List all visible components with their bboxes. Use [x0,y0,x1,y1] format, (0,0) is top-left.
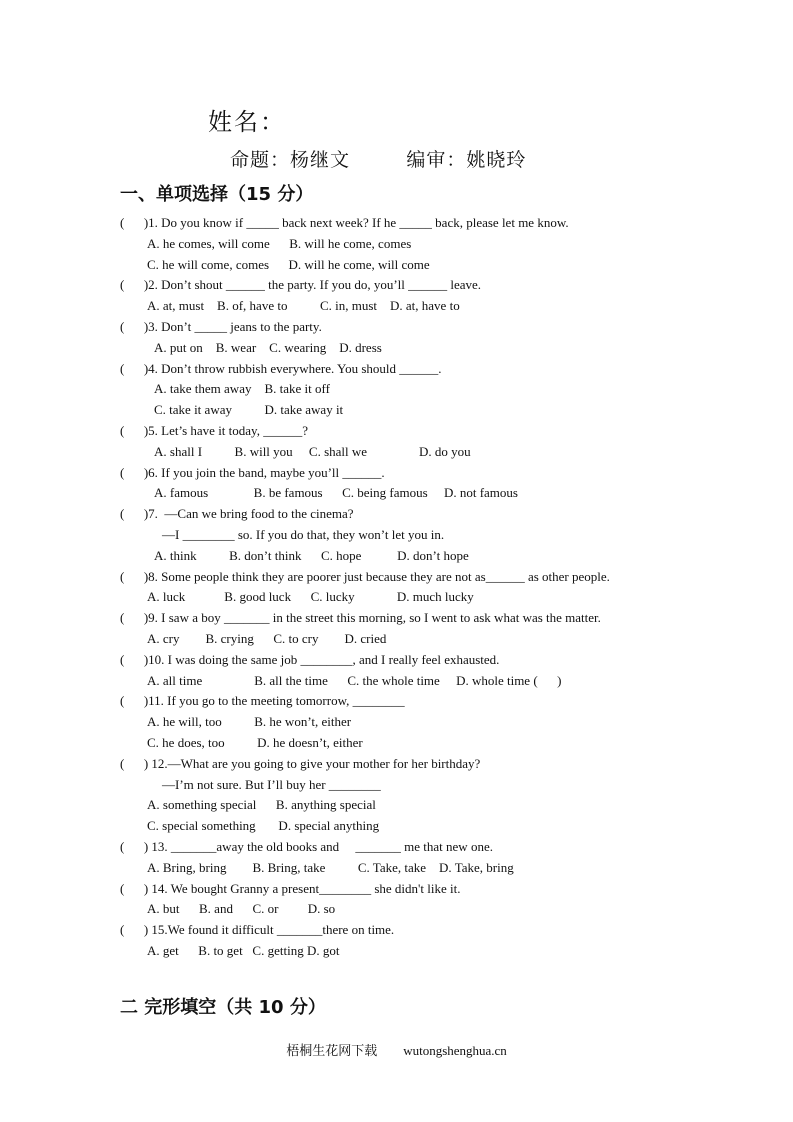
question-line: ( ) 15.We found it difficult _______there on time. [120,922,395,938]
question-line: ( )7. —Can we bring food to the cinema? [120,506,354,522]
section-title-cloze: 二 完形填空（共 10 分） [120,997,326,1018]
option-line: A. put on B. wear C. wearing D. dress [154,339,382,355]
question-line: ( ) 13. _______away the old books and _______ me that new one. [120,838,493,854]
option-line: C. special something D. special anything [147,818,380,834]
question-line: ( ) 14. We bought Granny a present________ she didn't like it. [120,880,461,896]
option-line: A. at, must B. of, have to C. in, must D. at, have to [147,298,460,314]
question-line: ( )11. If you go to the meeting tomorrow, ________ [120,693,405,709]
option-line: A. all time B. all the time C. the whole time D. whole time ( ) [147,672,562,688]
option-line: A. famous B. be famous C. being famous D. not famous [154,485,518,501]
option-line: C. take it away D. take away it [154,402,344,418]
question-line: ( )1. Do you know if _____ back next week? If he _____ back, please let me know. [120,215,569,230]
option-line: A. he will, too B. he won’t, either [147,714,352,730]
option-line: —I ________ so. If you do that, they won’t let you in. [162,526,445,542]
question-list [120,213,680,962]
option-line: A. think B. don’t think C. hope D. don’t hope [154,547,469,563]
question-line: ( )3. Don’t _____ jeans to the party. [120,318,322,334]
question-line: ( )5. Let’s have it today, ______? [120,422,308,438]
footer-source: 梧桐生花网下载 wutongshenghua.cn [286,1043,507,1058]
name-label: 姓名： [208,108,286,136]
question-line: ( )2. Don’t shout ______ the party. If you do, you’ll ______ leave. [120,277,482,293]
option-line: A. but B. and C. or D. so [147,901,336,917]
option-line: A. Bring, bring B. Bring, take C. Take, take D. Take, bring [147,859,514,875]
option-line: A. take them away B. take it off [154,381,330,397]
question-line: ( )6. If you join the band, maybe you’ll ______. [120,464,385,480]
question-line: ( )4. Don’t throw rubbish everywhere. You should ______. [120,360,442,376]
option-line: C. he will come, comes D. will he come, will come [147,256,430,272]
option-line: A. get B. to get C. getting D. got [147,942,340,958]
author-line: 命题：杨继文 编审：姚晓玲 [230,149,527,171]
question-line: ( ) 12.—What are you going to give your mother for her birthday? [120,755,481,771]
option-line: A. something special B. anything special [147,797,376,813]
option-line: —I’m not sure. But I’ll buy her ________ [162,776,381,792]
option-line: A. shall I B. will you C. shall we D. do you [154,443,471,459]
question-line: ( )8. Some people think they are poorer just because they are not as______ as other people. [120,568,610,584]
option-line: A. luck B. good luck C. lucky D. much lucky [147,589,474,605]
option-line: A. he comes, will come B. will he come, comes [147,235,412,251]
question-line: ( )10. I was doing the same job ________, and I really feel exhausted. [120,651,500,667]
section-title-choice: 一、单项选择（15 分） [120,184,314,205]
option-line: C. he does, too D. he doesn’t, either [147,734,363,750]
question-line: ( )9. I saw a boy _______ in the street this morning, so I went to ask what was the matter. [120,610,601,626]
option-line: A. cry B. crying C. to cry D. cried [147,630,387,646]
